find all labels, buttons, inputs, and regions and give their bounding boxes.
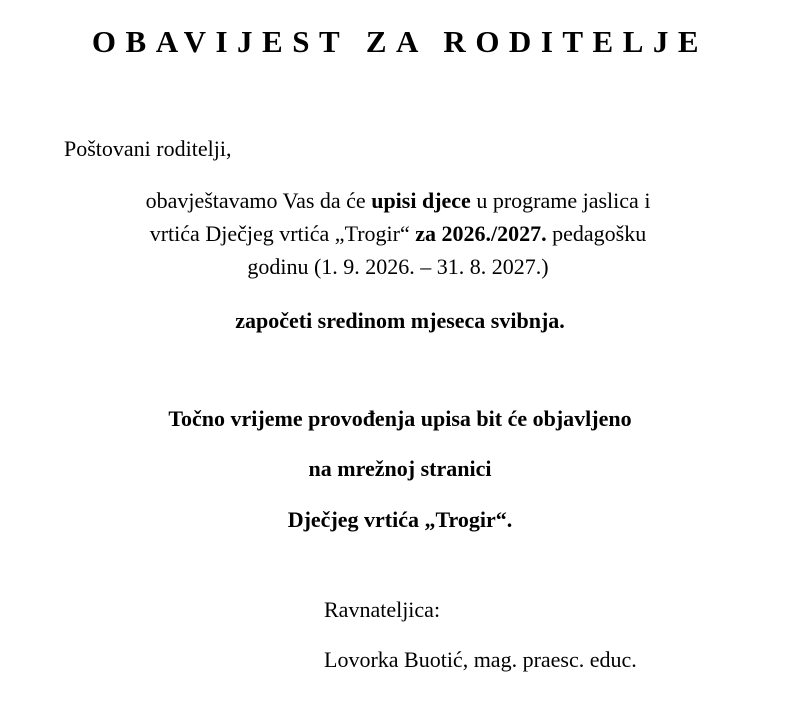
document-title: OBAVIJEST ZA RODITELJE bbox=[91, 24, 709, 59]
salutation: Poštovani roditelji, bbox=[64, 136, 232, 161]
body-line-1 bbox=[40, 184, 756, 217]
announcement-line-2: na mrežnoj stranici bbox=[308, 456, 492, 481]
body-paragraph bbox=[40, 184, 756, 283]
signature-name: Lovorka Buotić, mag. praesc. educ. bbox=[324, 647, 637, 672]
body-text: u programe jaslica i bbox=[470, 188, 651, 213]
announcement-line-1: Točno vrijeme provođenja upisa bit će objavljeno bbox=[168, 406, 632, 431]
body-line-2 bbox=[40, 217, 756, 250]
body-text: obavještavamo Vas da će bbox=[145, 188, 372, 213]
signature-role: Ravnateljica: bbox=[324, 597, 441, 622]
body-text: pedagošku bbox=[546, 221, 647, 246]
body-text: vrtića Dječjeg vrtića „Trogir“ bbox=[149, 221, 416, 246]
start-notice: započeti sredinom mjeseca svibnja. bbox=[235, 308, 565, 333]
announcement-line-3: Dječjeg vrtića „Trogir“. bbox=[287, 507, 513, 532]
body-emphasis: upisi djece bbox=[371, 188, 471, 213]
body-line-3: godinu (1. 9. 2026. – 31. 8. 2027.) bbox=[247, 254, 549, 279]
body-emphasis: za 2026./2027. bbox=[415, 221, 547, 246]
